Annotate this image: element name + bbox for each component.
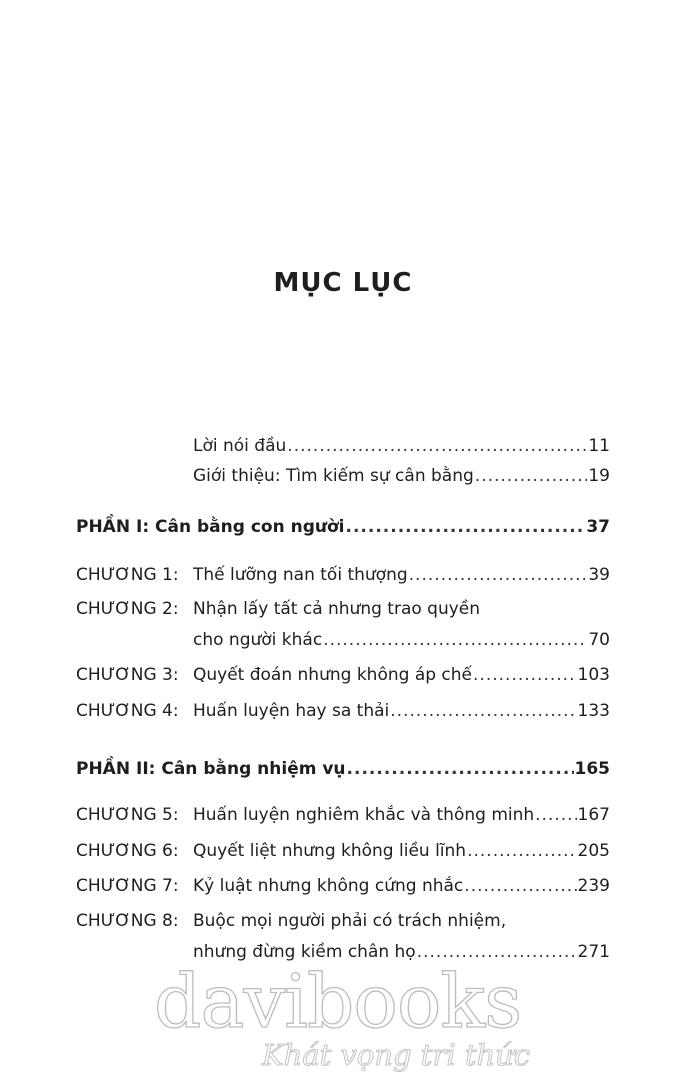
page-number: 133 [577, 701, 610, 721]
page-title: MỤC LỤC [273, 268, 413, 298]
page-number: 271 [577, 942, 610, 962]
toc-chapter-4[interactable] [76, 698, 610, 724]
dot-leader [535, 802, 576, 828]
chapter-label: CHƯƠNG 1: [76, 565, 179, 585]
dot-leader [287, 433, 587, 459]
page-number: 165 [574, 759, 610, 779]
part-title: PHẦN I: Cân bằng con người [76, 517, 345, 537]
page-number: 19 [588, 466, 610, 486]
toc-part-1[interactable] [76, 514, 610, 540]
toc-chapter-7[interactable] [76, 873, 610, 899]
dot-leader [467, 838, 576, 864]
chapter-label: CHƯƠNG 2: [76, 599, 179, 619]
toc-chapter-3[interactable] [76, 662, 610, 688]
watermark-tagline: Khát vọng tri thức [262, 1038, 531, 1072]
dot-leader [473, 662, 577, 688]
chapter-title: Buộc mọi người phải có trách nhiệm, [193, 911, 507, 931]
page-number: 37 [586, 517, 610, 537]
page-number: 239 [577, 876, 610, 896]
page-number: 205 [577, 841, 610, 861]
dot-leader [409, 562, 588, 588]
brand-watermark: davibooks [154, 959, 522, 1045]
chapter-label: CHƯƠNG 5: [76, 805, 179, 825]
part-title: PHẦN II: Cân bằng nhiệm vụ [76, 759, 346, 779]
page-number: 167 [577, 805, 610, 825]
page-number: 39 [588, 565, 610, 585]
dot-leader [475, 463, 588, 489]
chapter-label: CHƯƠNG 3: [76, 665, 179, 685]
dot-leader [346, 514, 586, 540]
chapter-label: CHƯƠNG 7: [76, 876, 179, 896]
dot-leader [390, 698, 576, 724]
entry-title: Lời nói đầu [193, 436, 287, 456]
dot-leader [464, 873, 576, 899]
dot-leader [347, 756, 574, 782]
chapter-label: CHƯƠNG 8: [76, 911, 179, 931]
chapter-title: Quyết liệt nhưng không liều lĩnh [193, 841, 467, 861]
toc-part-2[interactable] [76, 756, 610, 782]
page-number: 11 [588, 436, 610, 456]
chapter-title: Nhận lấy tất cả nhưng trao quyền [193, 599, 481, 619]
page-number: 103 [577, 665, 610, 685]
toc-chapter-1[interactable] [76, 562, 610, 588]
toc-chapter-5[interactable] [76, 802, 610, 828]
toc-chapter-2[interactable] [76, 596, 610, 622]
toc-entry-introduction[interactable] [76, 463, 610, 489]
chapter-label: CHƯƠNG 6: [76, 841, 179, 861]
entry-title: Giới thiệu: Tìm kiếm sự cân bằng [193, 466, 474, 486]
chapter-title: Kỷ luật nhưng không cứng nhắc [193, 876, 464, 896]
chapter-title: Huấn luyện nghiêm khắc và thông minh [193, 805, 535, 825]
page-number: 70 [588, 630, 610, 650]
toc-entry-preface[interactable] [76, 433, 610, 459]
toc-chapter-2-continued[interactable] [76, 627, 610, 653]
chapter-title-continued: cho người khác [193, 630, 323, 650]
toc-chapter-6[interactable] [76, 838, 610, 864]
chapter-label: CHƯƠNG 4: [76, 701, 179, 721]
chapter-title: Thế lưỡng nan tối thượng [193, 565, 408, 585]
dot-leader [323, 627, 587, 653]
chapter-title: Quyết đoán nhưng không áp chế [193, 665, 473, 685]
toc-chapter-8[interactable] [76, 908, 610, 934]
chapter-title: Huấn luyện hay sa thải [193, 701, 390, 721]
chapter-title-continued: nhưng đừng kiềm chân họ [193, 942, 416, 962]
